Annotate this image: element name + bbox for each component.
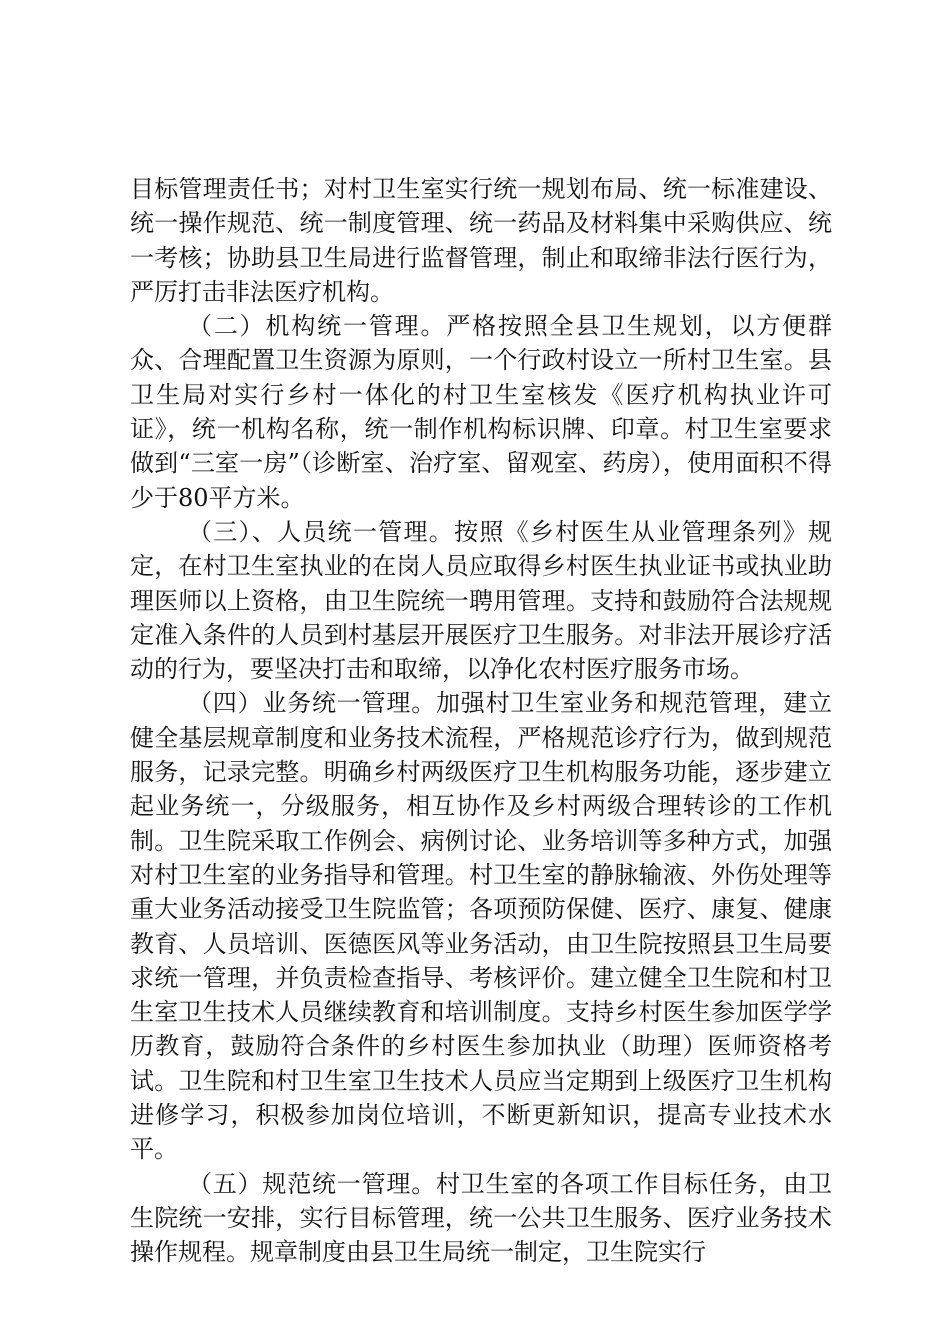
paragraph-personnel-management: （三）、人员统一管理。按照《乡村医生从业管理条列》规定，在村卫生室执业的在岗人员应取得乡村医生执业证书或执业助理医师以上资格，由卫生院统一聘用管理。支持和鼓励符合法规规定准入条件的人员到村基层开展医疗卫生服务。对非法开展诊疗活动的行为，要坚决打击和取缔，以净化农村医疗服务市场。 xyxy=(130,517,832,684)
paragraph-business-management: （四）业务统一管理。加强村卫生室业务和规范管理，建立健全基层规章制度和业务技术流程，严格规范诊疗行为，做到规范服务，记录完整。明确乡村两级医疗卫生机构服务功能，逐步建立起业务统一，分级服务，相互协作及乡村两级合理转诊的工作机制。卫生院采取工作例会、病例讨论、业务培训等多种方式，加强对村卫生室的业务指导和管理。村卫生室的静脉输液、外伤处理等重大业务活动接受卫生院监管；各项预防保健、医疗、康复、健康教育、人员培训、医德医风等业务活动，由卫生院按照县卫生局要求统一管理，并负责检查指导、考核评价。建立健全卫生院和村卫生室卫生技术人员继续教育和培训制度。支持乡村医生参加医学学历教育，鼓励符合条件的乡村医生参加执业（助理）医师资格考试。卫生院和村卫生室卫生技术人员应当定期到上级医疗卫生机构进修学习，积极参加岗位培训，不断更新知识，提高专业技术水平。 xyxy=(130,689,832,1164)
document-body xyxy=(130,172,832,1270)
paragraph-standard-management: （五）规范统一管理。村卫生室的各项工作目标任务，由卫生院统一安排，实行目标管理，统一公共卫生服务、医疗业务技术操作规程。规章制度由县卫生局统一制定，卫生院实行 xyxy=(130,1169,832,1267)
paragraph-continuation: 目标管理责任书；对村卫生室实行统一规划布局、统一标准建设、统一操作规范、统一制度管理、统一药品及材料集中采购供应、统一考核；协助县卫生局进行监督管理，制止和取缔非法行医行为，严厉打击非法医疗机构。 xyxy=(130,175,832,306)
paragraph-institution-management: （二）机构统一管理。严格按照全县卫生规划，以方便群众、合理配置卫生资源为原则，一个行政村设立一所村卫生室。县卫生局对实行乡村一体化的村卫生室核发《医疗机构执业许可证》，统一机构名称，统一制作机构标识牌、印章。村卫生室要求做到“三室一房”（诊断室、治疗室、留观室、药房），使用面积不得少于80平方米。 xyxy=(130,312,832,512)
